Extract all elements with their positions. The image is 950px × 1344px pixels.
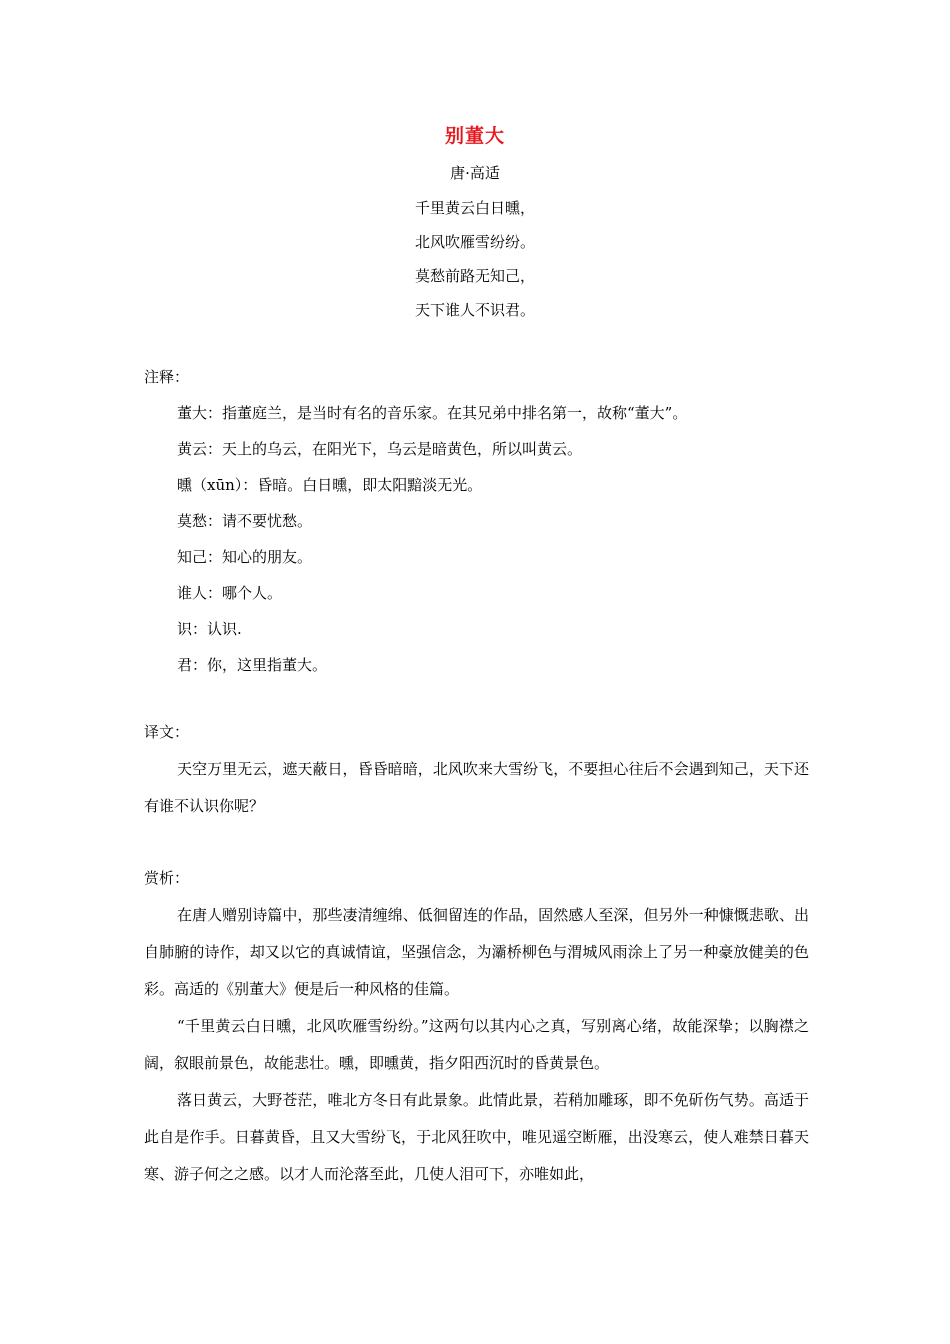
poem-line: 天下谁人不识君。 [414, 301, 535, 319]
note-item: 识：认识. [177, 620, 242, 638]
translation-text: 天空万里无云，遮天蔽日，昏昏暗暗，北风吹来大雪纷飞，不要担心往后不会遇到知己，天下还有谁不认识你呢？ [144, 760, 809, 815]
note-item: 知己：知心的朋友。 [177, 548, 313, 566]
note-item: 曛（xūn）：昏暗。白日曛，即太阳黯淡无光。 [177, 476, 483, 494]
note-item: 黄云：天上的乌云，在阳光下，乌云是暗黄色，所以叫黄云。 [177, 440, 583, 458]
note-item: 莫愁：请不要忧愁。 [177, 512, 313, 530]
notes-heading: 注释： [144, 368, 190, 386]
poem-line: 莫愁前路无知己， [414, 267, 535, 285]
poem-title: 别董大 [444, 125, 505, 147]
appreciation-paragraph: 在唐人赠别诗篇中，那些凄清缠绵、低徊留连的作品，固然感人至深，但另外一种慷慨悲歌、出自肺腑的诗作，却又以它的真诚情谊，坚强信念，为灞桥柳色与渭城风雨涂上了另一种豪放健美的色彩。高适的《别董大》便是后一种风格的佳篇。 [144, 906, 809, 998]
appreciation-paragraph: 落日黄云，大野苍茫，唯北方冬日有此景象。此情此景，若稍加雕琢，即不免斫伤气势。高适于此自是作手。日暮黄昏，且又大雪纷飞，于北风狂吹中，唯见遥空断雁，出没寒云，使人难禁日暮天寒、游子何之之感。以才人而沦落至此，几使人泪可下，亦唯如此， [144, 1091, 809, 1183]
poem-author: 唐·高适 [450, 164, 500, 182]
note-item: 董大：指董庭兰，是当时有名的音乐家。在其兄弟中排名第一，故称“董大”。 [177, 404, 688, 422]
note-item: 谁人：哪个人。 [177, 584, 283, 602]
poem-line: 北风吹雁雪纷纷。 [414, 233, 535, 251]
poem-line: 千里黄云白日曛， [414, 199, 535, 217]
translation-heading: 译文： [144, 723, 190, 741]
appreciation-paragraph: “千里黄云白日曛，北风吹雁雪纷纷。”这两句以其内心之真，写别离心绪，故能深挚；以胸襟之阔，叙眼前景色，故能悲壮。曛，即曛黄，指夕阳西沉时的昏黄景色。 [144, 1017, 809, 1072]
appreciation-heading: 赏析： [144, 869, 190, 887]
note-item: 君：你，这里指董大。 [177, 656, 328, 674]
